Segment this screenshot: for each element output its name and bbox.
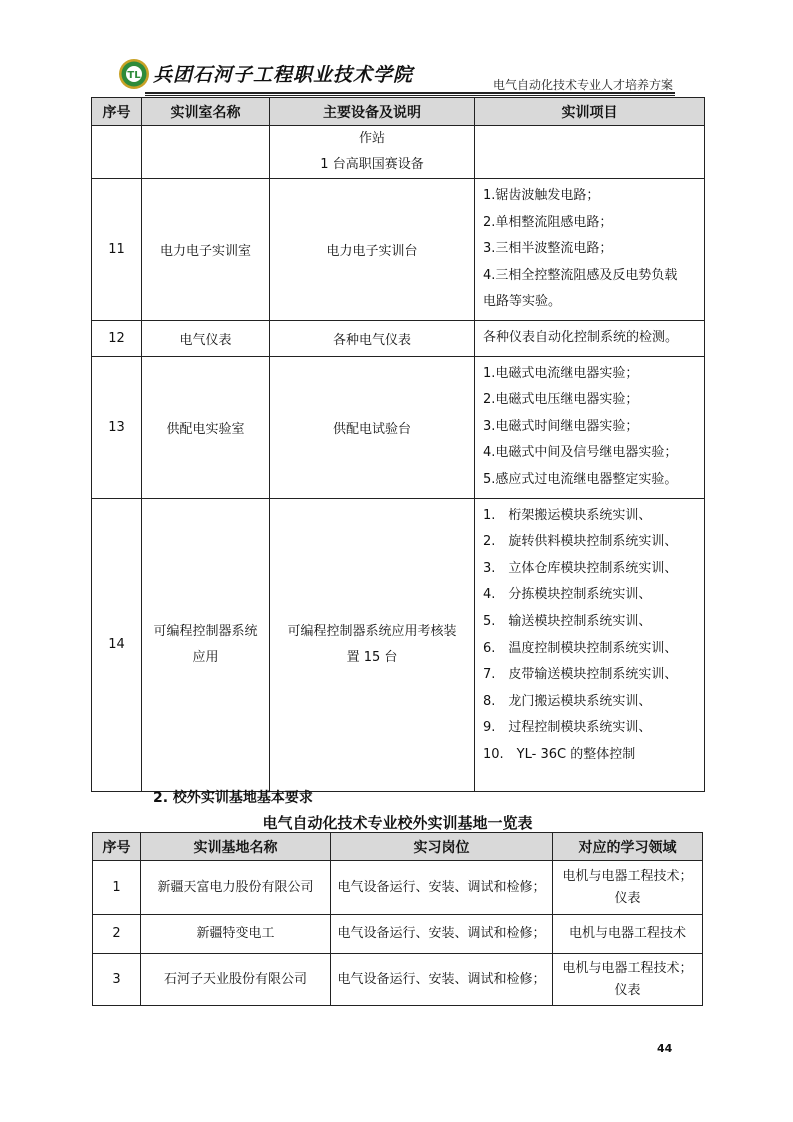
row-field — [553, 861, 703, 915]
row-post: 电气设备运行、安装、调试和检修； — [331, 954, 553, 1006]
project-item: 5.感应式过电流继电器整定实验。 — [483, 471, 678, 487]
external-base-table — [92, 832, 703, 1006]
row-room: 供配电实验室 — [142, 356, 270, 498]
project-item: 2.电磁式电压继电器实验； — [483, 392, 639, 408]
row-equipment — [270, 498, 475, 791]
row-equipment — [270, 126, 475, 179]
row-field — [553, 954, 703, 1006]
table-row — [93, 861, 703, 915]
table-title: 电气自动化技术专业校外实训基地一览表 — [262, 814, 533, 832]
table-row — [93, 954, 703, 1006]
col-header-no: 序号 — [92, 98, 142, 126]
header-rule — [145, 92, 675, 94]
row-no: 3 — [93, 954, 141, 1006]
equipment-line: 可编程控制器系统应用考核装 — [287, 623, 457, 639]
col-header-no: 序号 — [93, 833, 141, 861]
plan-title: 电气自动化技术专业人才培养方案 — [492, 78, 673, 92]
table-header-row — [92, 98, 705, 126]
page-number: 44 — [657, 1042, 673, 1055]
row-no: 1 — [93, 861, 141, 915]
training-room-table — [91, 97, 705, 792]
project-item: 3. 立体仓库模块控制系统实训、 — [483, 560, 678, 576]
project-item: 4.电磁式中间及信号继电器实验； — [483, 445, 678, 461]
col-header-projects: 实训项目 — [475, 98, 705, 126]
table-row — [92, 179, 705, 321]
project-item: 1. 桁架搬运模块系统实训、 — [483, 507, 652, 523]
project-item: 电路等实验。 — [483, 294, 562, 310]
equipment-line: 作站 — [358, 131, 385, 146]
field-line: 仪表 — [614, 982, 641, 998]
school-logo-icon — [118, 58, 150, 90]
table-row — [93, 915, 703, 954]
row-no: 13 — [92, 356, 142, 498]
project-item: 2.单相整流阻感电路； — [483, 214, 613, 230]
header-rule-thin — [145, 95, 675, 96]
row-room — [142, 498, 270, 791]
project-item: 1.电磁式电流继电器实验； — [483, 365, 639, 381]
project-item: 2. 旋转供料模块控制系统实训、 — [483, 534, 678, 550]
row-projects — [475, 356, 705, 498]
row-equipment: 供配电试验台 — [270, 356, 475, 498]
row-projects — [475, 179, 705, 321]
row-room: 电气仪表 — [142, 320, 270, 356]
field-line: 电机与电器工程技术； — [562, 960, 693, 976]
field-line: 仪表 — [614, 890, 641, 906]
school-name: 兵团石河子工程职业技术学院 — [153, 64, 414, 86]
row-no: 2 — [93, 915, 141, 954]
row-base: 石河子天业股份有限公司 — [141, 954, 331, 1006]
project-item: 1.锯齿波触发电路； — [483, 188, 600, 203]
project-item: 10. YL- 36C 的整体控制 — [483, 746, 636, 762]
row-no: 11 — [92, 179, 142, 321]
row-post: 电气设备运行、安装、调试和检修； — [331, 915, 553, 954]
row-projects — [475, 320, 705, 356]
project-item: 3.电磁式时间继电器实验； — [483, 418, 639, 434]
project-item: 4.三相全控整流阻感及反电势负载 — [483, 267, 678, 283]
col-header-field: 对应的学习领域 — [553, 833, 703, 861]
table-row — [92, 498, 705, 791]
row-no: 14 — [92, 498, 142, 791]
room-line: 应用 — [192, 649, 219, 665]
col-header-room: 实训室名称 — [142, 98, 270, 126]
project-item: 6. 温度控制模块控制系统实训、 — [483, 640, 678, 656]
table-row — [92, 356, 705, 498]
row-room — [142, 126, 270, 179]
row-post: 电气设备运行、安装、调试和检修； — [331, 861, 553, 915]
page-header — [115, 50, 675, 96]
project-item: 各种仪表自动化控制系统的检测。 — [483, 329, 679, 345]
project-item: 4. 分拣模块控制系统实训、 — [483, 587, 652, 603]
col-header-base: 实训基地名称 — [141, 833, 331, 861]
field-line: 电机与电器工程技术 — [568, 926, 686, 941]
row-room: 电力电子实训室 — [142, 179, 270, 321]
project-item: 9. 过程控制模块系统实训、 — [483, 720, 652, 736]
row-base: 新疆特变电工 — [141, 915, 331, 954]
col-header-equipment: 主要设备及说明 — [270, 98, 475, 126]
project-item: 5. 输送模块控制系统实训、 — [483, 613, 652, 629]
field-line: 电机与电器工程技术； — [562, 868, 693, 884]
section-heading: 2. 校外实训基地基本要求 — [153, 790, 313, 806]
room-line: 可编程控制器系统 — [153, 623, 258, 639]
row-projects — [475, 126, 705, 179]
project-item: 7. 皮带输送模块控制系统实训、 — [483, 667, 678, 683]
table-row — [92, 126, 705, 179]
table-row — [92, 320, 705, 356]
svg-text:TL: TL — [127, 70, 141, 81]
table-header-row — [93, 833, 703, 861]
row-field — [553, 915, 703, 954]
row-equipment: 各种电气仪表 — [270, 320, 475, 356]
project-item: 3.三相半波整流电路； — [483, 241, 613, 257]
row-base: 新疆天富电力股份有限公司 — [141, 861, 331, 915]
row-equipment: 电力电子实训台 — [270, 179, 475, 321]
row-no — [92, 126, 142, 179]
equipment-line: 置 15 台 — [346, 649, 398, 665]
row-no: 12 — [92, 320, 142, 356]
row-projects — [475, 498, 705, 791]
project-item: 8. 龙门搬运模块系统实训、 — [483, 693, 652, 709]
equipment-line: 1 台高职国赛设备 — [320, 157, 424, 172]
col-header-post: 实习岗位 — [331, 833, 553, 861]
